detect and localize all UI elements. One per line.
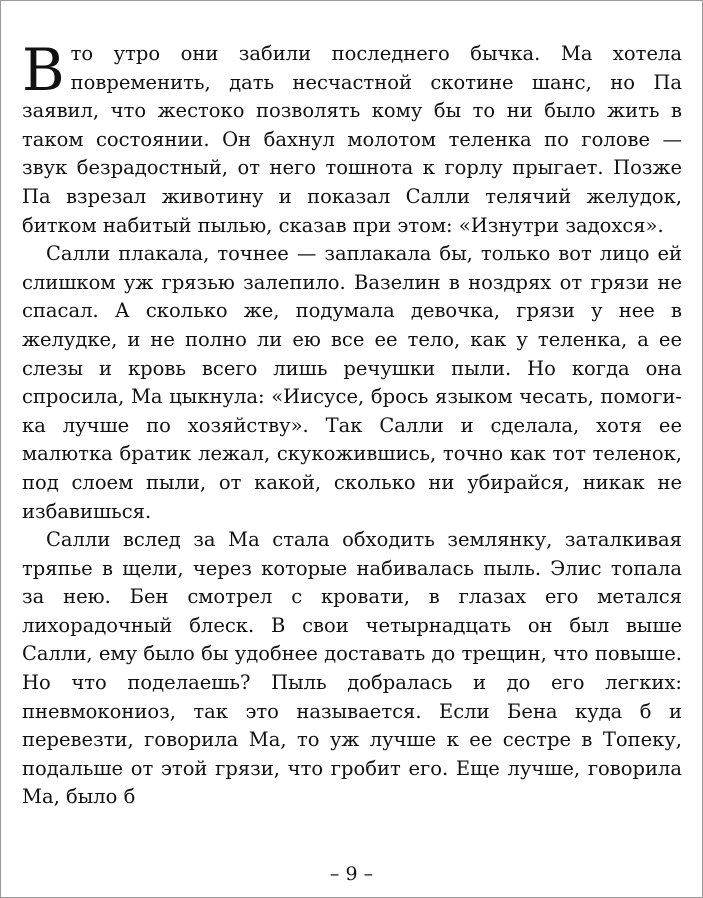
- drop-cap-letter: В: [22, 36, 65, 104]
- book-text: [22, 36, 682, 812]
- paragraph-2: Салли плакала, точнее — заплакала бы, только вот лицо ей слишком уж грязью залепило. Вазелин в ноздрях от грязи не спасал. А сколько же, подумала девочка, грязи у нее в желудке, и не полно ли ею все ее тело, как у теленка, а ее слезы и кровь всего лишь речушки пыли. Но когда она спросила, Ма цыкнула: «Иисусе, брось языком чесать, помоги-ка лучше по хозяйству». Так Салли и сделала, хотя ее малютка братик лежал, скукожившись, точно как тот теленок, под слоем пыли, от какой, сколько ни убирайся, никак не избавишься.: [22, 242, 682, 523]
- page-number: – 9 –: [329, 863, 374, 885]
- paragraph-1: [22, 36, 682, 240]
- paragraph-1-text: то утро они забили последнего бычка. Ма хотела повременить, дать несчастной скотине шанс, но Па заявил, что жестоко позволять кому бы то ни было жить в таком состоянии. Он бахнул молотом теленка по голове — звук безрадостный, от него тошнота к горлу прыгает. Позже Па взрезал животину и показал Салли телячий желудок, битком набитый пылью, сказав при этом: «Изнутри задохся».: [22, 42, 682, 237]
- paragraph-3: Салли вслед за Ма стала обходить землянку, заталкивая тряпье в щели, через которые набивалась пыль. Элис топала за нею. Бен смотрел с кровати, в глазах его метался лихорадочный блеск. В свои четырнадцать он был выше Салли, ему было бы удобнее доставать до трещин, что повыше. Но что поделаешь? Пыль добралась и до его легких: пневмокониоз, так это называется. Если Бена куда б и перевезти, говорила Ма, то уж лучше к ее сестре в Топеку, подальше от этой грязи, что гробит его. Еще лучше, говорила Ма, было б: [22, 528, 682, 809]
